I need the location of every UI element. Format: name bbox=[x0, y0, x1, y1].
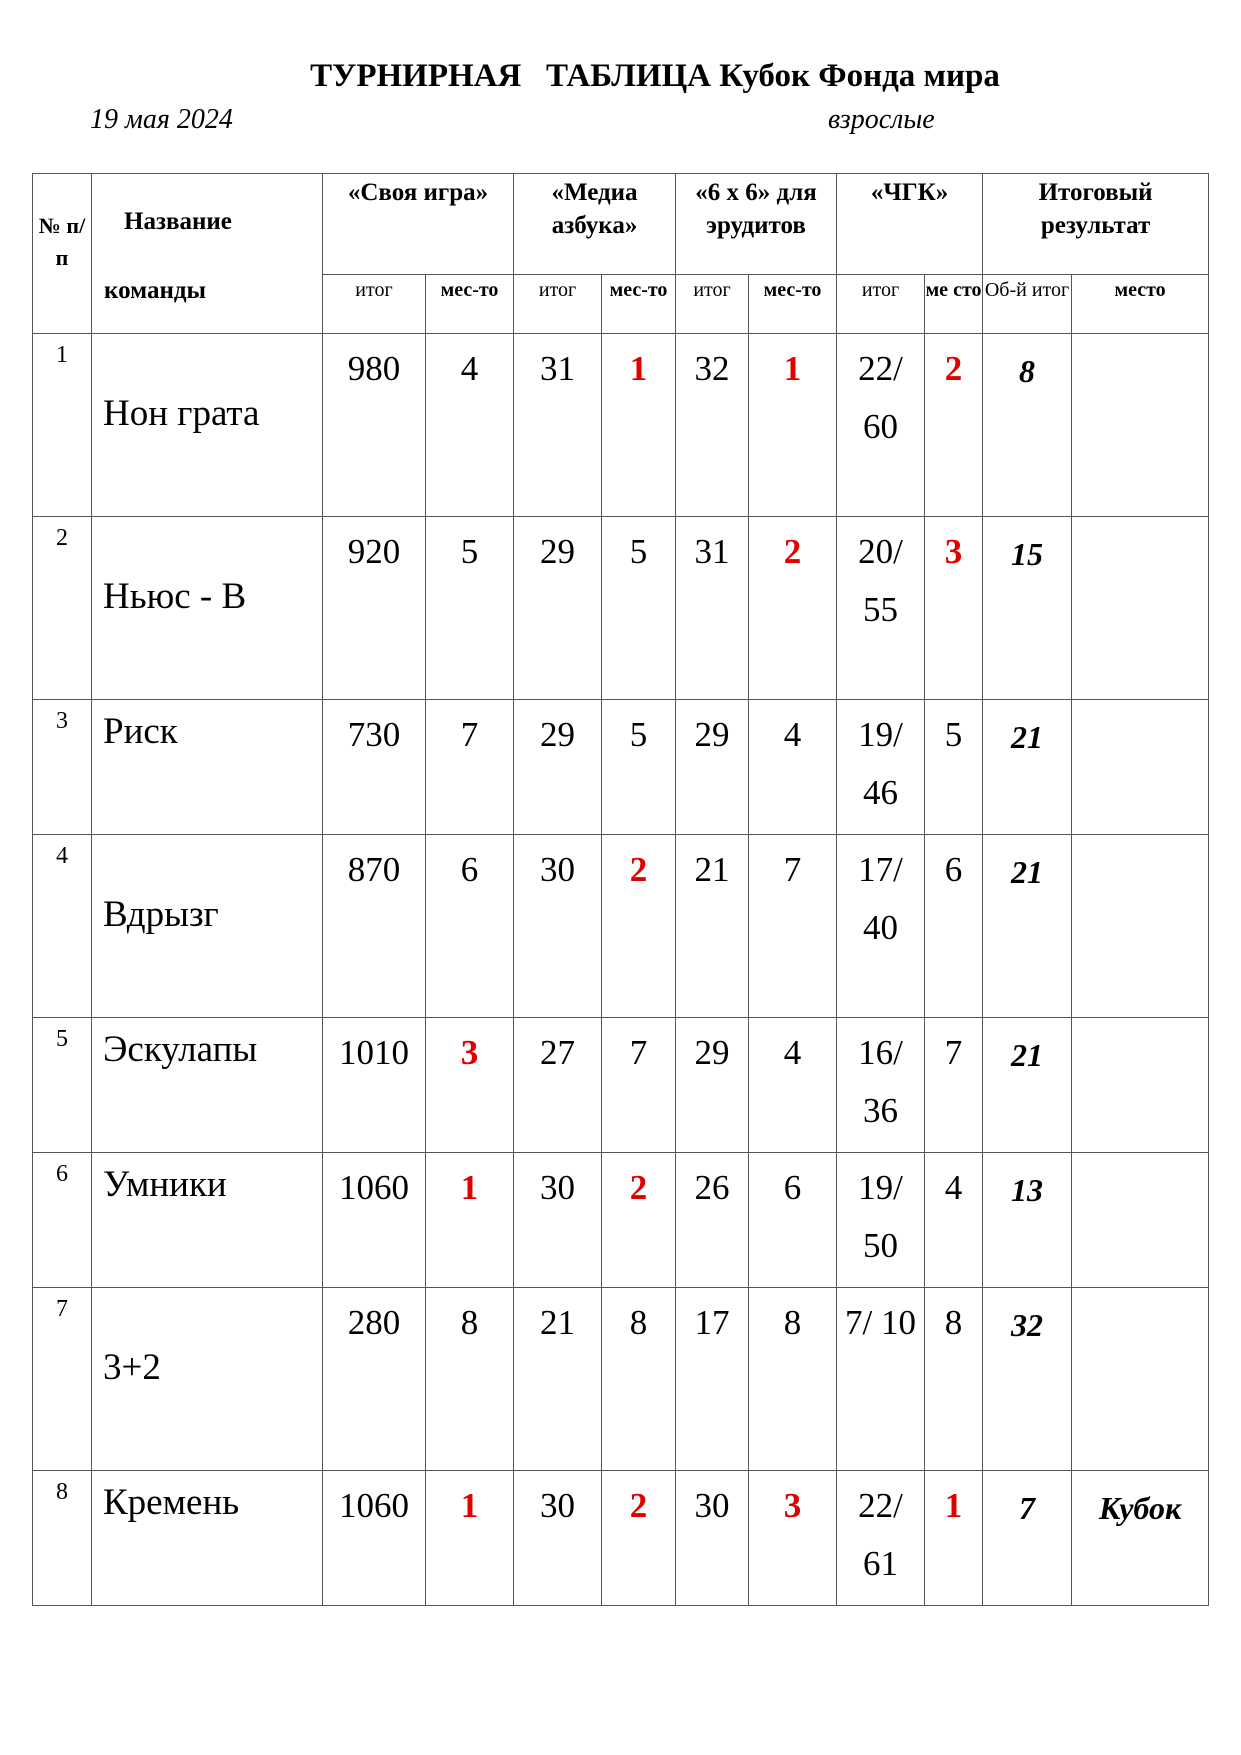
score-cell: 1060 bbox=[323, 1153, 426, 1288]
score-cell: 29 bbox=[676, 1018, 749, 1153]
score-cell: 30 bbox=[514, 835, 602, 1018]
total-cell: 8 bbox=[983, 334, 1072, 517]
place-cell: 2 bbox=[602, 1153, 676, 1288]
place-cell: 5 bbox=[426, 517, 514, 700]
team-name: Эскулапы bbox=[92, 1018, 323, 1153]
subheader-place: место bbox=[1072, 275, 1209, 334]
row-number: 5 bbox=[33, 1018, 92, 1153]
team-name: Умники bbox=[92, 1153, 323, 1288]
score-cell: 22/ 60 bbox=[837, 334, 925, 517]
score-cell: 31 bbox=[676, 517, 749, 700]
place-cell: 1 bbox=[426, 1153, 514, 1288]
score-cell: 27 bbox=[514, 1018, 602, 1153]
place-cell: 4 bbox=[925, 1153, 983, 1288]
team-name: 3+2 bbox=[92, 1288, 323, 1471]
header-svoya-igra: «Своя игра» bbox=[323, 174, 514, 275]
place-cell: 1 bbox=[925, 1471, 983, 1606]
place-cell: 2 bbox=[925, 334, 983, 517]
subheader-mesto: ме сто bbox=[925, 275, 983, 334]
score-cell: 26 bbox=[676, 1153, 749, 1288]
final-place-cell bbox=[1072, 700, 1209, 835]
score-cell: 7/ 10 bbox=[837, 1288, 925, 1471]
table-row bbox=[33, 700, 1209, 835]
table-row bbox=[33, 1153, 1209, 1288]
team-name: Кремень bbox=[92, 1471, 323, 1606]
place-cell: 7 bbox=[602, 1018, 676, 1153]
place-cell: 8 bbox=[426, 1288, 514, 1471]
score-cell: 29 bbox=[514, 700, 602, 835]
final-place-cell bbox=[1072, 334, 1209, 517]
total-cell: 32 bbox=[983, 1288, 1072, 1471]
team-name: Нон грата bbox=[92, 334, 323, 517]
row-number: 4 bbox=[33, 835, 92, 1018]
table-row bbox=[33, 835, 1209, 1018]
place-cell: 6 bbox=[749, 1153, 837, 1288]
page-title: ТУРНИРНАЯ ТАБЛИЦА Кубок Фонда мира bbox=[310, 58, 1000, 94]
total-cell: 21 bbox=[983, 700, 1072, 835]
score-cell: 30 bbox=[514, 1153, 602, 1288]
total-cell: 21 bbox=[983, 1018, 1072, 1153]
score-cell: 730 bbox=[323, 700, 426, 835]
tournament-table bbox=[32, 173, 1209, 1606]
place-cell: 1 bbox=[749, 334, 837, 517]
event-category: взрослые bbox=[828, 104, 935, 135]
team-name: Риск bbox=[92, 700, 323, 835]
place-cell: 6 bbox=[426, 835, 514, 1018]
score-cell: 21 bbox=[514, 1288, 602, 1471]
score-cell: 870 bbox=[323, 835, 426, 1018]
total-cell: 7 bbox=[983, 1471, 1072, 1606]
place-cell: 1 bbox=[426, 1471, 514, 1606]
score-cell: 17/ 40 bbox=[837, 835, 925, 1018]
score-cell: 16/ 36 bbox=[837, 1018, 925, 1153]
score-cell: 980 bbox=[323, 334, 426, 517]
place-cell: 8 bbox=[602, 1288, 676, 1471]
place-cell: 2 bbox=[602, 835, 676, 1018]
score-cell: 30 bbox=[676, 1471, 749, 1606]
score-cell: 21 bbox=[676, 835, 749, 1018]
place-cell: 8 bbox=[925, 1288, 983, 1471]
final-place-cell bbox=[1072, 1153, 1209, 1288]
header-6x6: «6 х 6» для эрудитов bbox=[676, 174, 837, 275]
subheader-mesto: мес-то bbox=[602, 275, 676, 334]
score-cell: 920 bbox=[323, 517, 426, 700]
total-cell: 21 bbox=[983, 835, 1072, 1018]
score-cell: 1010 bbox=[323, 1018, 426, 1153]
place-cell: 3 bbox=[925, 517, 983, 700]
header-number: № п/ п bbox=[33, 174, 92, 334]
place-cell: 7 bbox=[749, 835, 837, 1018]
table-row bbox=[33, 1288, 1209, 1471]
score-cell: 17 bbox=[676, 1288, 749, 1471]
score-cell: 19/ 46 bbox=[837, 700, 925, 835]
place-cell: 8 bbox=[749, 1288, 837, 1471]
subheader-mesto: мес-то bbox=[749, 275, 837, 334]
row-number: 8 bbox=[33, 1471, 92, 1606]
table-row bbox=[33, 334, 1209, 517]
team-name: Ньюс - В bbox=[92, 517, 323, 700]
score-cell: 1060 bbox=[323, 1471, 426, 1606]
header-result: Итоговый результат bbox=[983, 174, 1209, 275]
place-cell: 4 bbox=[426, 334, 514, 517]
table-row bbox=[33, 1471, 1209, 1606]
subheader-itog: итог bbox=[676, 275, 749, 334]
final-place-cell: Кубок bbox=[1072, 1471, 1209, 1606]
place-cell: 1 bbox=[602, 334, 676, 517]
subheader-itog: итог bbox=[323, 275, 426, 334]
score-cell: 29 bbox=[514, 517, 602, 700]
header-media-azbuka: «Медиа азбука» bbox=[514, 174, 676, 275]
score-cell: 22/ 61 bbox=[837, 1471, 925, 1606]
place-cell: 4 bbox=[749, 700, 837, 835]
subheader-total: Об-й итог bbox=[983, 275, 1072, 334]
place-cell: 7 bbox=[925, 1018, 983, 1153]
subheader-itog: итог bbox=[837, 275, 925, 334]
team-name: Вдрызг bbox=[92, 835, 323, 1018]
place-cell: 5 bbox=[925, 700, 983, 835]
score-cell: 32 bbox=[676, 334, 749, 517]
row-number: 2 bbox=[33, 517, 92, 700]
final-place-cell bbox=[1072, 1288, 1209, 1471]
total-cell: 13 bbox=[983, 1153, 1072, 1288]
score-cell: 19/ 50 bbox=[837, 1153, 925, 1288]
place-cell: 3 bbox=[426, 1018, 514, 1153]
subheader-mesto: мес-то bbox=[426, 275, 514, 334]
row-number: 3 bbox=[33, 700, 92, 835]
table-row bbox=[33, 1018, 1209, 1153]
place-cell: 3 bbox=[749, 1471, 837, 1606]
place-cell: 2 bbox=[602, 1471, 676, 1606]
row-number: 7 bbox=[33, 1288, 92, 1471]
score-cell: 29 bbox=[676, 700, 749, 835]
total-cell: 15 bbox=[983, 517, 1072, 700]
score-cell: 20/ 55 bbox=[837, 517, 925, 700]
score-cell: 280 bbox=[323, 1288, 426, 1471]
header-team-name: Название bbox=[92, 174, 323, 275]
header-team-label: команды bbox=[92, 275, 323, 334]
header-chgk: «ЧГК» bbox=[837, 174, 983, 275]
final-place-cell bbox=[1072, 517, 1209, 700]
final-place-cell bbox=[1072, 1018, 1209, 1153]
subheader-itog: итог bbox=[514, 275, 602, 334]
row-number: 6 bbox=[33, 1153, 92, 1288]
table-row bbox=[33, 517, 1209, 700]
place-cell: 6 bbox=[925, 835, 983, 1018]
row-number: 1 bbox=[33, 334, 92, 517]
place-cell: 2 bbox=[749, 517, 837, 700]
place-cell: 4 bbox=[749, 1018, 837, 1153]
place-cell: 5 bbox=[602, 700, 676, 835]
place-cell: 7 bbox=[426, 700, 514, 835]
event-date: 19 мая 2024 bbox=[90, 104, 233, 135]
score-cell: 30 bbox=[514, 1471, 602, 1606]
score-cell: 31 bbox=[514, 334, 602, 517]
final-place-cell bbox=[1072, 835, 1209, 1018]
place-cell: 5 bbox=[602, 517, 676, 700]
